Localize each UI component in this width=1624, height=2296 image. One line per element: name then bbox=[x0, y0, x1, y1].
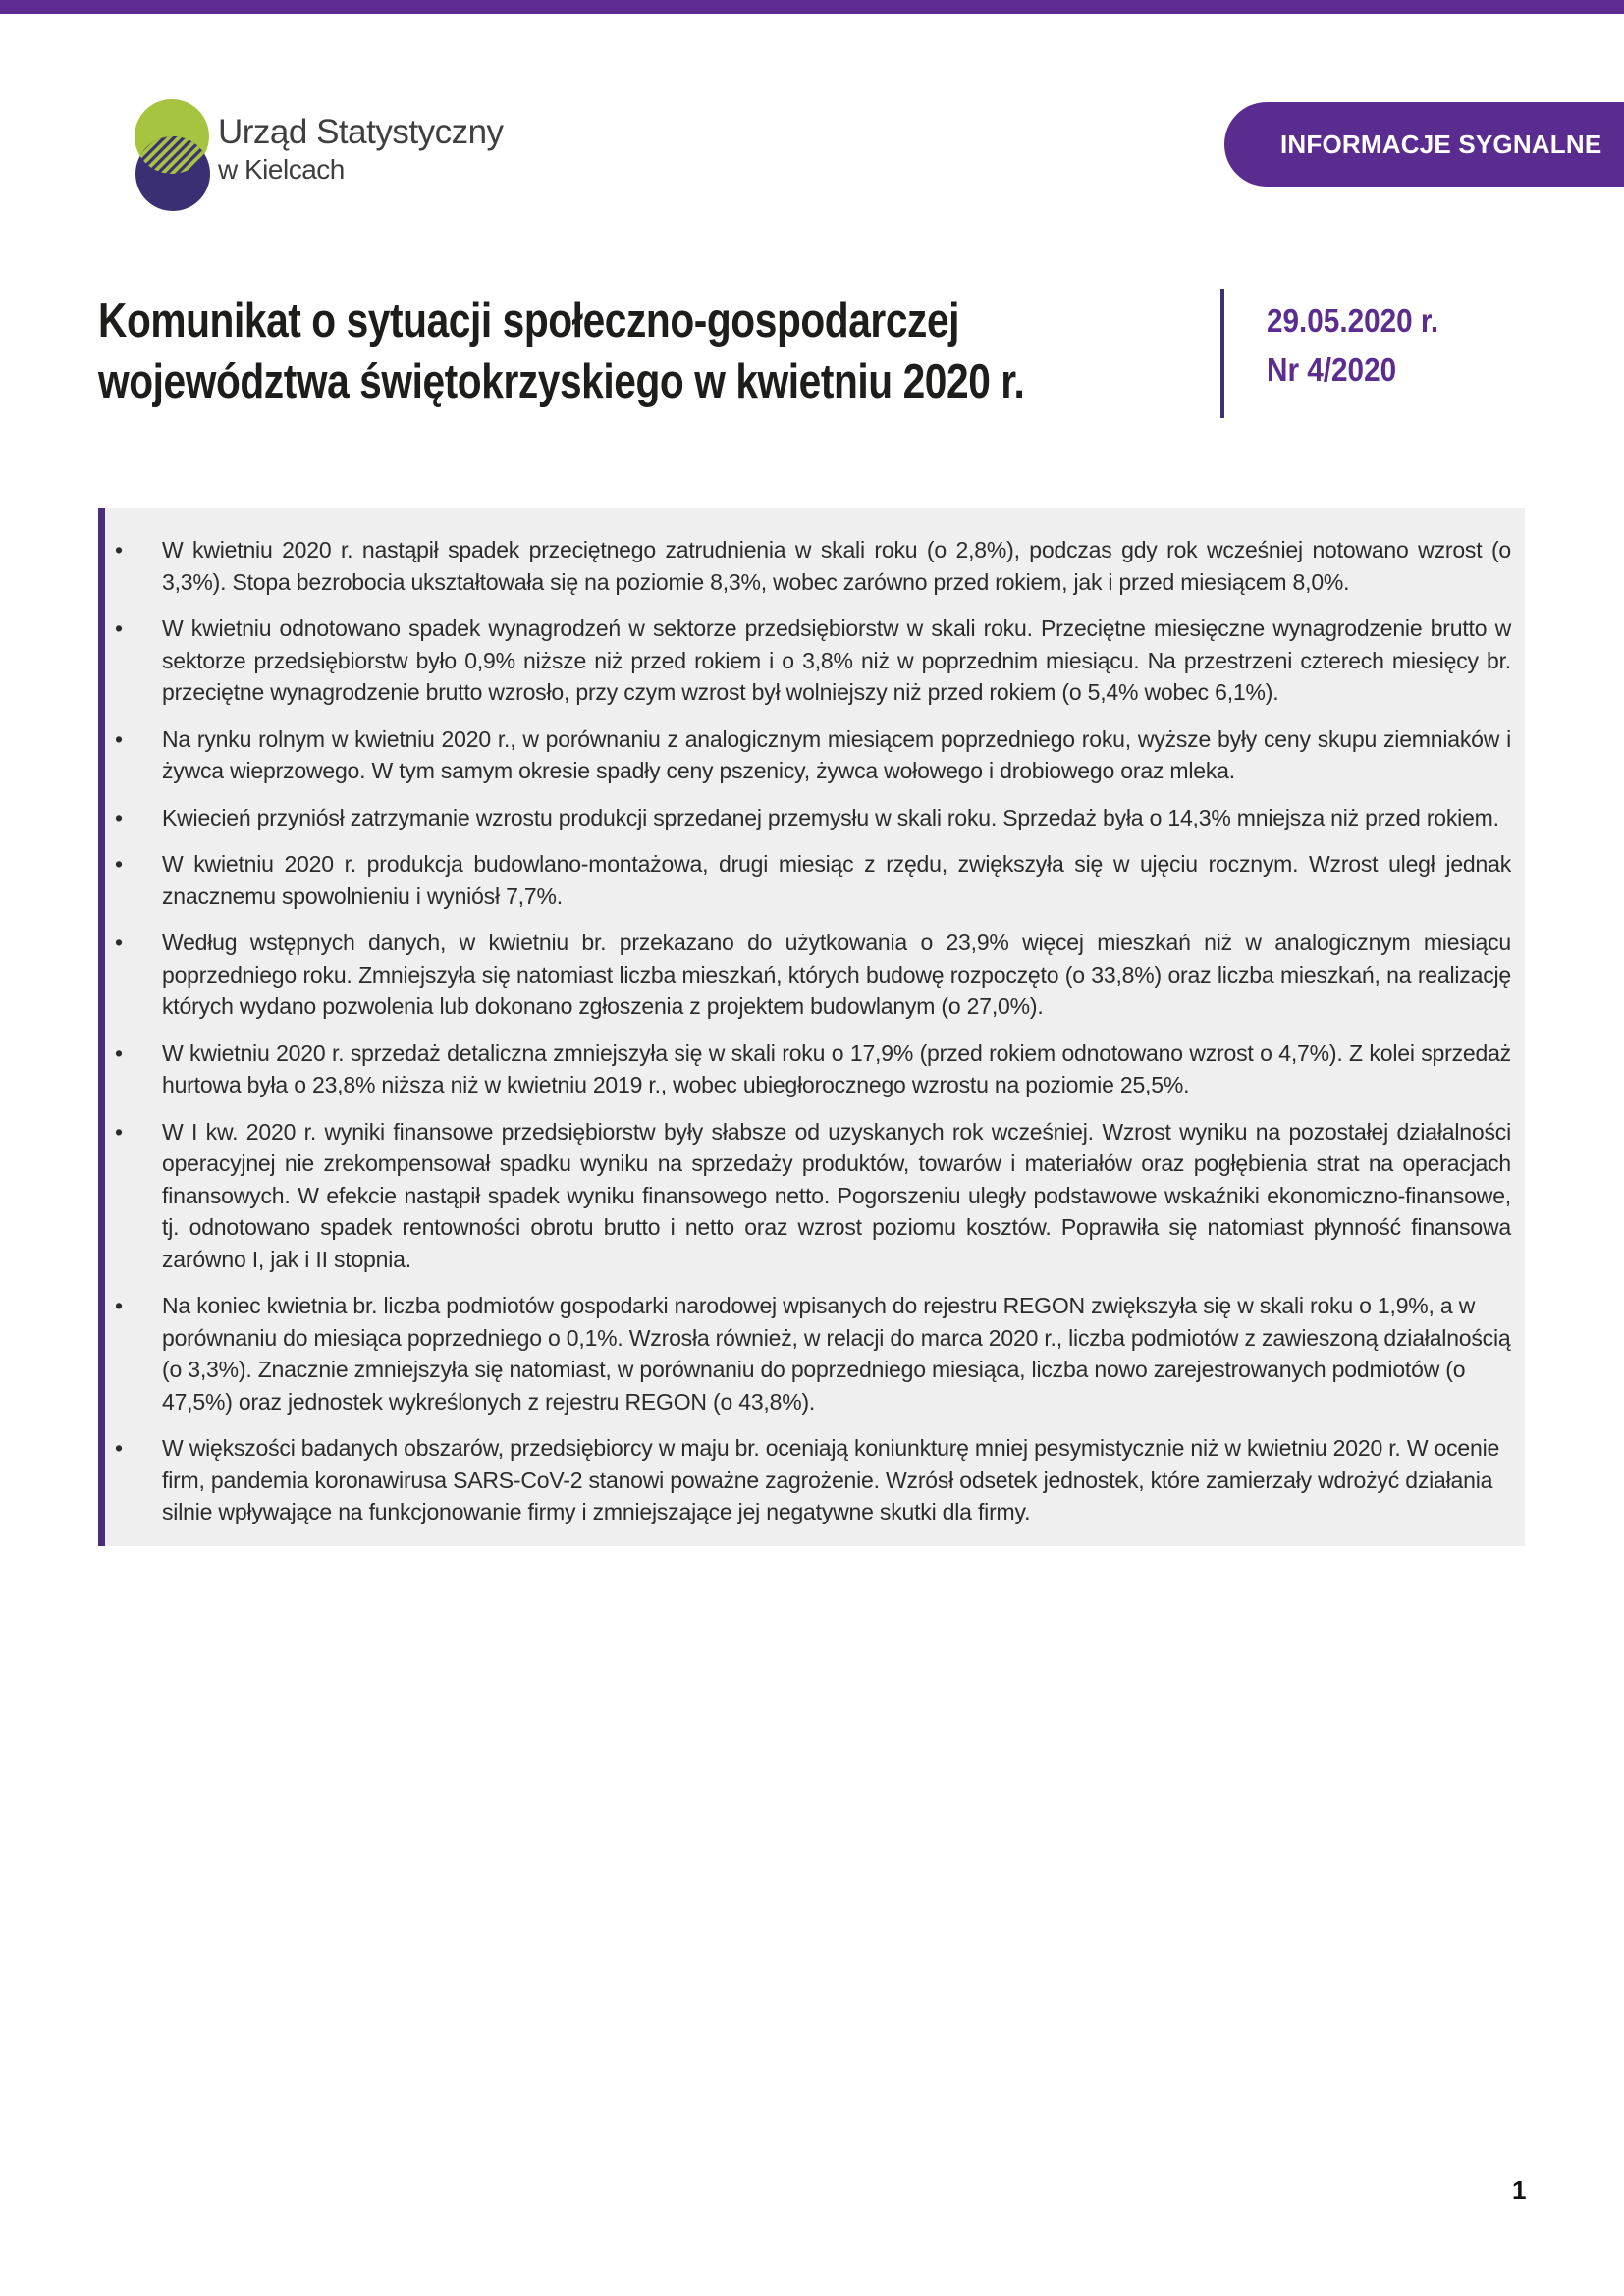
logo-org-city: w Kielcach bbox=[218, 154, 345, 185]
list-item: • W kwietniu 2020 r. produkcja budowlano-montażowa, drugi miesiąc z rzędu, zwiększyła się w ujęciu rocznym. Wzrost uległ jednak znacznemu spowolnieniu i wyniósł 7,7%. bbox=[105, 848, 1511, 912]
logo-org-name: Urząd Statystyczny bbox=[218, 113, 504, 151]
issue-number: Nr 4/2020 bbox=[1267, 351, 1397, 388]
signal-information-badge-label: INFORMACJE SYGNALNE bbox=[1280, 129, 1602, 159]
issue-info bbox=[1267, 296, 1458, 395]
list-item: • W kwietniu 2020 r. sprzedaż detaliczna zmniejszyła się w skali roku o 17,9% (przed rokiem odnotowano wzrost o 4,7%). Z kolei sprzedaż hurtowa była o 23,8% niższa niż w kwietniu 2019 r., wobec ubiegłorocznego wzrostu na poziomie 25,5%. bbox=[105, 1038, 1511, 1101]
logo-text bbox=[218, 112, 504, 187]
list-item: • W większości badanych obszarów, przedsiębiorcy w maju br. oceniają koniunkturę mniej pesymistycznie niż w kwietniu 2020 r. W ocenie firm, pandemia koronawirusa SARS-CoV-2 stanowi poważne zagrożenie. Wzrósł odsetek jednostek, które zamierzały wdrożyć działania silnie wpływające na funkcjonowanie firmy i zmniejszające jej negatywne skutki dla firmy. bbox=[105, 1432, 1511, 1528]
page-number: 1 bbox=[1512, 2175, 1527, 2205]
list-item: • W kwietniu odnotowano spadek wynagrodzeń w sektorze przedsiębiorstw w skali roku. Przeciętne miesięczne wynagrodzenie brutto w sektorze przedsiębiorstw było 0,9% niższe niż przed rokiem i o 3,8% niż w poprzednim miesiącu. Na przestrzeni czterech miesięcy br. przeciętne wynagrodzenie brutto wzrosło, przy czym wzrost był wolniejszy niż przed rokiem (o 5,4% wobec 6,1%). bbox=[105, 613, 1511, 709]
page-title bbox=[98, 291, 1215, 412]
list-item: • W kwietniu 2020 r. nastąpił spadek przeciętnego zatrudnienia w skali roku (o 2,8%), podczas gdy rok wcześniej notowano wzrost (o 3,3%). Stopa bezrobocia ukształtowała się na poziomie 8,3%, wobec zarówno przed rokiem, jak i przed miesiącem 8,0%. bbox=[105, 534, 1511, 598]
list-item: • Na rynku rolnym w kwietniu 2020 r., w porównaniu z analogicznym miesiącem poprzedniego roku, wyższe były ceny skupu ziemniaków i żywca wieprzowego. W tym samym okresie spadły ceny pszenicy, żywca wołowego i drobiowego oraz mleka. bbox=[105, 723, 1511, 787]
summary-box bbox=[98, 508, 1525, 1546]
page-title-line2: województwa świętokrzyskiego w kwietniu 2020 r. bbox=[98, 355, 1025, 408]
publication-date: 29.05.2020 r. bbox=[1267, 302, 1439, 339]
list-item: • Na koniec kwietnia br. liczba podmiotów gospodarki narodowej wpisanych do rejestru REGON zwiększyła się w skali roku o 1,9%, a w porównaniu do miesiąca poprzedniego o 0,1%. Wzrosła również, w relacji do marca 2020 r., liczba podmiotów z zawieszoną działalnością (o 3,3%). Znacznie zmniejszyła się natomiast, w porównaniu do poprzedniego miesiąca, liczba nowo zarejestrowanych podmiotów (o 47,5%) oraz jednostek wykreślonych z rejestru REGON (o 43,8%). bbox=[105, 1290, 1511, 1417]
title-divider bbox=[1220, 289, 1224, 418]
signal-information-badge bbox=[1224, 102, 1624, 187]
list-item: • Według wstępnych danych, w kwietniu br. przekazano do użytkowania o 23,9% więcej mieszkań niż w analogicznym miesiącu poprzedniego roku. Zmniejszyła się natomiast liczba mieszkań, których budowę rozpoczęto (o 33,8%) oraz liczba mieszkań, na realizację których wydano pozwolenia lub dokonano zgłoszenia z projektem budowlanym (o 27,0%). bbox=[105, 927, 1511, 1023]
top-accent-bar bbox=[0, 0, 1624, 14]
list-item: • Kwiecień przyniósł zatrzymanie wzrostu produkcji sprzedanej przemysłu w skali roku. Sprzedaż była o 14,3% mniejsza niż przed rokiem. bbox=[105, 802, 1511, 834]
list-item: • W I kw. 2020 r. wyniki finansowe przedsiębiorstw były słabsze od uzyskanych rok wcześniej. Wzrost wyniku na pozostałej działalności operacyjnej nie zrekompensował spadku wyniku na sprzedaży produktów, towarów i materiałów oraz pogłębienia strat na operacjach finansowych. W efekcie nastąpił spadek wyniku finansowego netto. Pogorszeniu uległy podstawowe wskaźniki ekonomiczno-finansowe, tj. odnotowano spadek rentowności obrotu brutto i netto oraz wzrost poziomu kosztów. Poprawiła się natomiast płynność finansowa zarówno I, jak i II stopnia. bbox=[105, 1116, 1511, 1276]
statistical-office-logo-icon bbox=[134, 98, 212, 212]
page-title-line1: Komunikat o sytuacji społeczno-gospodarczej bbox=[98, 294, 960, 347]
summary-list bbox=[105, 534, 1511, 1528]
